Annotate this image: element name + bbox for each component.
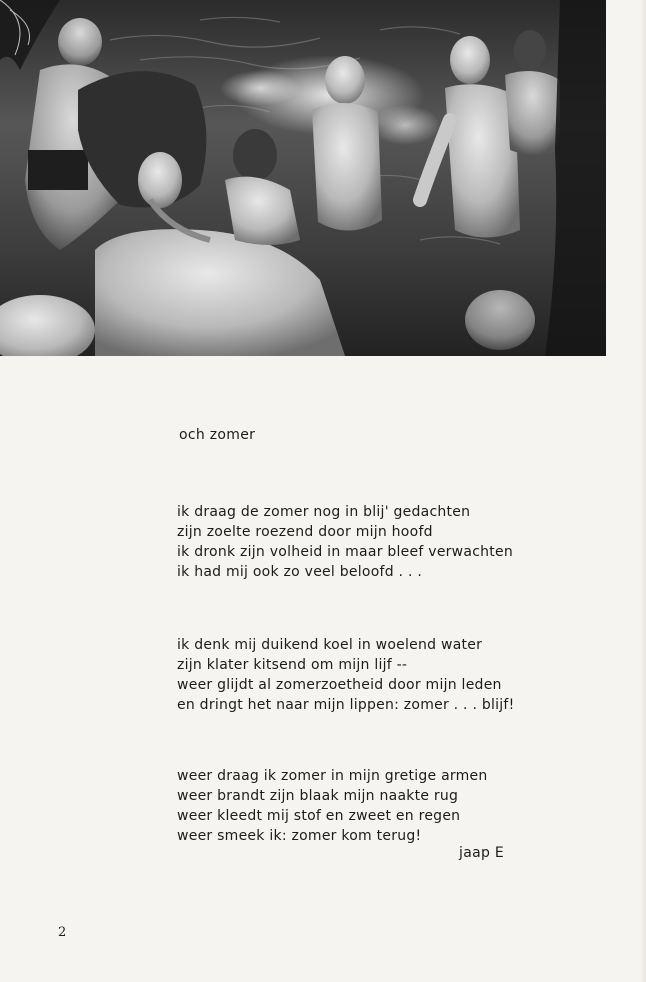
- poem-line: weer kleedt mij stof en zweet en regen: [177, 808, 461, 824]
- poem-stanza-1: [177, 502, 513, 582]
- poem-line: en dringt het naar mijn lippen: zomer . . . blijf!: [177, 697, 515, 713]
- page-edge: [640, 0, 646, 982]
- poem-author: jaap E: [459, 845, 505, 861]
- poem-stanza-2: [177, 635, 514, 715]
- poem-line: zijn zoelte roezend door mijn hoofd: [177, 524, 433, 540]
- poem-line: weer glijdt al zomerzoetheid door mijn leden: [177, 677, 502, 693]
- poem-line: weer smeek ik: zomer kom terug!: [177, 828, 422, 844]
- swimmer-bottom-right-head: [465, 290, 535, 350]
- poem-line: ik had mij ook zo veel beloofd . . .: [177, 564, 423, 580]
- poem-line: zijn klater kitsend om mijn lijf --: [177, 657, 408, 673]
- poem-title: och zomer: [179, 427, 256, 443]
- poem-line: weer draag ik zomer in mijn gretige armen: [177, 768, 488, 784]
- poem-line: ik dronk zijn volheid in maar bleef verwachten: [177, 544, 514, 560]
- poem-line: weer brandt zijn blaak mijn naakte rug: [177, 788, 459, 804]
- poem-line: ik denk mij duikend koel in woelend water: [177, 637, 483, 653]
- page-number: 2: [58, 925, 67, 940]
- poem-line: ik draag de zomer nog in blij' gedachten: [177, 504, 471, 520]
- poem-stanza-3: [177, 766, 488, 846]
- photograph-swimmers: [0, 0, 606, 356]
